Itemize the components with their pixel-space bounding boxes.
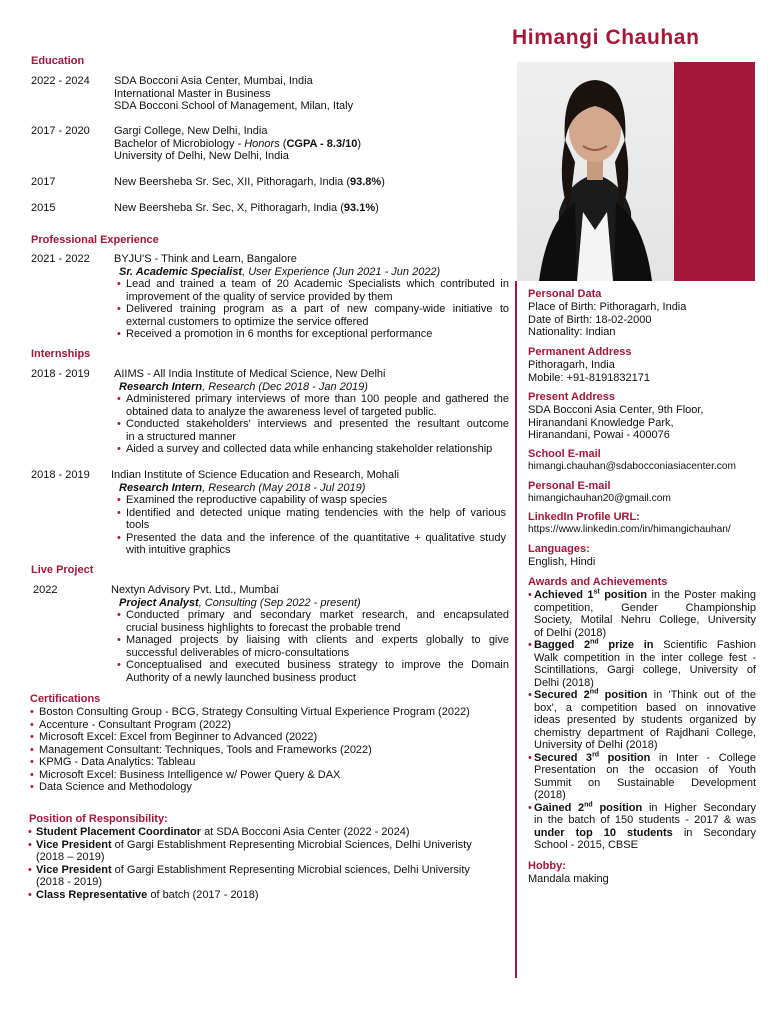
list-item: • Examined the reproductive capability of wasp species — [114, 494, 506, 507]
sidebar-title: Permanent Address — [528, 346, 632, 358]
sidebar-line: Mandala making — [528, 873, 609, 885]
list-item: • Secured 3rd position in Inter - College Presentation on the occasion of Youth Summit on Sustainable Development (2018) — [528, 752, 756, 802]
internship-org: AIIMS - All India Institute of Medical Science, New Delhi — [114, 368, 386, 380]
sidebar-title: LinkedIn Profile URL: — [528, 511, 640, 523]
education-line: Gargi College, New Delhi, India — [114, 125, 268, 137]
list-item: • Microsoft Excel: Business Intelligence w/ Power Query & DAX — [27, 769, 470, 782]
list-item: • Managed projects by liaising with clients and experts globally to give successful deliverables of micro-consultations — [114, 634, 509, 659]
sidebar-linkedin — [528, 511, 760, 537]
list-item: • Boston Consulting Group - BCG, Strategy Consulting Virtual Experience Program (2022) — [27, 706, 470, 719]
header-accent-bar — [674, 62, 755, 281]
sidebar-line: Hiranandani, Powai - 400076 — [528, 429, 670, 441]
list-item: • Management Consultant: Techniques, Tools and Frameworks (2022) — [27, 744, 470, 757]
experience-org: BYJU'S - Think and Learn, Bangalore — [114, 253, 297, 265]
sidebar-title: Hobby: — [528, 860, 566, 872]
list-item: • Student Placement Coordinator at SDA Bocconi Asia Center (2022 - 2024) — [27, 826, 472, 839]
section-title-certifications: Certifications — [30, 693, 101, 705]
section-title-experience: Professional Experience — [31, 234, 159, 246]
list-item: • Lead and trained a team of 20 Academic Specialists which contributed in improvement of the quality of service provided by them — [114, 278, 509, 303]
list-item: • Secured 2nd position in 'Think out of the box', a competition based on innovative ideas presented by students organized by chemistry department of Rajdhani College, University of Delhi (2018) — [528, 689, 756, 752]
list-item: • Identified and detected unique mating tendencies with the help of various tools — [114, 507, 506, 532]
sidebar-title: Present Address — [528, 391, 616, 403]
sidebar-personal-email — [528, 480, 760, 506]
project-org: Nextyn Advisory Pvt. Ltd., Mumbai — [111, 584, 279, 596]
list-item: • Bagged 2nd prize in Scientific Fashion Walk competition in the inter college fest - Scintillations, Gargi college, University of Delhi (2018) — [528, 639, 756, 689]
internship-role: Research Intern, Research (May 2018 - Jul 2019) — [119, 481, 366, 494]
list-item: • Conducted primary and secondary market research, and encapsulated crucial business highlights to forecast the probable trend — [114, 609, 509, 634]
internship-year: 2018 - 2019 — [31, 469, 90, 481]
project-year: 2022 — [33, 584, 58, 596]
internship-year: 2018 - 2019 — [31, 368, 90, 380]
candidate-name: Himangi Chauhan — [512, 26, 700, 49]
sidebar-line: Nationality: Indian — [528, 326, 616, 338]
education-line: New Beersheba Sr. Sec, XII, Pithoragarh, India (93.8%) — [114, 176, 385, 188]
internship-role: Research Intern, Research (Dec 2018 - Jan 2019) — [119, 380, 368, 393]
education-line: International Master in Business — [114, 87, 271, 100]
sidebar-line: Place of Birth: Pithoragarh, India — [528, 301, 687, 313]
list-item: • Class Representative of batch (2017 - 2018) — [27, 889, 472, 902]
person-silhouette-icon — [517, 62, 674, 281]
education-degree: Bachelor of Microbiology - Honors (CGPA - 8.3/10) — [114, 137, 362, 150]
sidebar-title: Languages: — [528, 543, 590, 555]
sidebar-divider — [515, 281, 517, 978]
list-item: • Data Science and Methodology — [27, 781, 470, 794]
awards-list — [528, 589, 756, 852]
education-year: 2022 - 2024 — [31, 75, 90, 87]
sidebar-title: Personal E-mail — [528, 480, 611, 492]
list-item: • Received a promotion in 6 months for exceptional performance — [114, 328, 509, 341]
list-item: • Achieved 1st position in the Poster making competition, Gender Championship Society, Motilal Nehru College, University of Delhi (2018) — [528, 589, 756, 639]
section-title-internships: Internships — [31, 348, 91, 360]
list-item: • Microsoft Excel: Excel from Beginner to Advanced (2022) — [27, 731, 470, 744]
education-line: SDA Bocconi Asia Center, Mumbai, India — [114, 75, 313, 87]
experience-bullets — [114, 278, 509, 341]
sidebar-hobby — [528, 860, 760, 886]
sidebar-title: School E-mail — [528, 448, 601, 460]
project-role: Project Analyst, Consulting (Sep 2022 - present) — [119, 596, 361, 609]
education-year: 2015 — [31, 202, 56, 214]
experience-role: Sr. Academic Specialist, User Experience (Jun 2021 - Jun 2022) — [119, 265, 441, 278]
profile-photo — [517, 62, 674, 281]
sidebar-title: Personal Data — [528, 288, 602, 300]
sidebar-school-email — [528, 448, 760, 474]
education-line: University of Delhi, New Delhi, India — [114, 150, 289, 162]
list-item: • Conducted stakeholders' interviews and presented the resultant outcome in a structured manner — [114, 418, 509, 443]
education-line: SDA Bocconi School of Management, Milan, Italy — [114, 100, 354, 112]
sidebar-line: Mobile: +91-8191832171 — [528, 371, 651, 384]
internship-bullets — [114, 393, 509, 456]
sidebar-personal-data — [528, 288, 760, 339]
section-title-live-project: Live Project — [31, 564, 94, 576]
sidebar-line: Hiranandani Knowledge Park, — [528, 416, 674, 429]
list-item: • KPMG - Data Analytics: Tableau — [27, 756, 470, 769]
certification-list — [27, 706, 470, 794]
sidebar-languages — [528, 543, 760, 569]
list-item: • Administered primary interviews of more than 100 people and gathered the obtained data to analyze the awareness level of targeted public. — [114, 393, 509, 418]
sidebar-title: Awards and Achievements — [528, 576, 668, 588]
list-item: • Accenture - Consultant Program (2022) — [27, 719, 470, 732]
internship-bullets — [111, 494, 506, 557]
education-year: 2017 - 2020 — [31, 125, 90, 137]
linkedin-link[interactable]: https://www.linkedin.com/in/himangichauhan/ — [528, 524, 731, 535]
responsibility-list — [27, 826, 472, 901]
sidebar-present-address — [528, 391, 760, 442]
sidebar-awards — [528, 576, 756, 852]
list-item: • Conceptualised and executed business strategy to improve the Domain Authority of a newly launched business product — [114, 659, 509, 684]
section-title-responsibility: Position of Responsibility: — [29, 813, 168, 825]
list-item: • Delivered training program as a part of new company-wide initiative to external customers to optimize the service offered — [114, 303, 509, 328]
section-title-education: Education — [31, 55, 85, 67]
sidebar-line: English, Hindi — [528, 556, 596, 568]
list-item: • Gained 2nd position in Higher Secondary in the batch of 150 students - 2017 & was under top 10 students in Secondary School - 2015, CBSE — [528, 802, 756, 852]
education-year: 2017 — [31, 176, 56, 188]
education-line: New Beersheba Sr. Sec, X, Pithoragarh, India (93.1%) — [114, 202, 379, 214]
personal-email-link[interactable]: himangichauhan20@gmail.com — [528, 493, 671, 504]
list-item: • Vice President of Gargi Establishment Representing Microbial Sciences, Delhi Univeristy (2018 – 2019) — [27, 839, 472, 864]
sidebar-permanent-address — [528, 346, 760, 384]
list-item: • Vice President of Gargi Establishment Representing Microbial sciences, Delhi University (2018 - 2019) — [27, 864, 472, 889]
experience-year: 2021 - 2022 — [31, 253, 90, 265]
list-item: • Presented the data and the inference of the quantitative + qualitative study with intuitive graphics — [114, 532, 506, 557]
list-item: • Aided a survey and collected data while enhancing stakeholder relationship — [114, 443, 509, 456]
sidebar-line: Date of Birth: 18-02-2000 — [528, 313, 652, 326]
internship-org: Indian Institute of Science Education and Research, Mohali — [111, 469, 400, 481]
sidebar-line: Pithoragarh, India — [528, 359, 615, 371]
school-email-link[interactable]: himangi.chauhan@sdabocconiasiacenter.com — [528, 461, 736, 472]
sidebar-line: SDA Bocconi Asia Center, 9th Floor, — [528, 404, 704, 416]
project-bullets — [111, 609, 509, 684]
